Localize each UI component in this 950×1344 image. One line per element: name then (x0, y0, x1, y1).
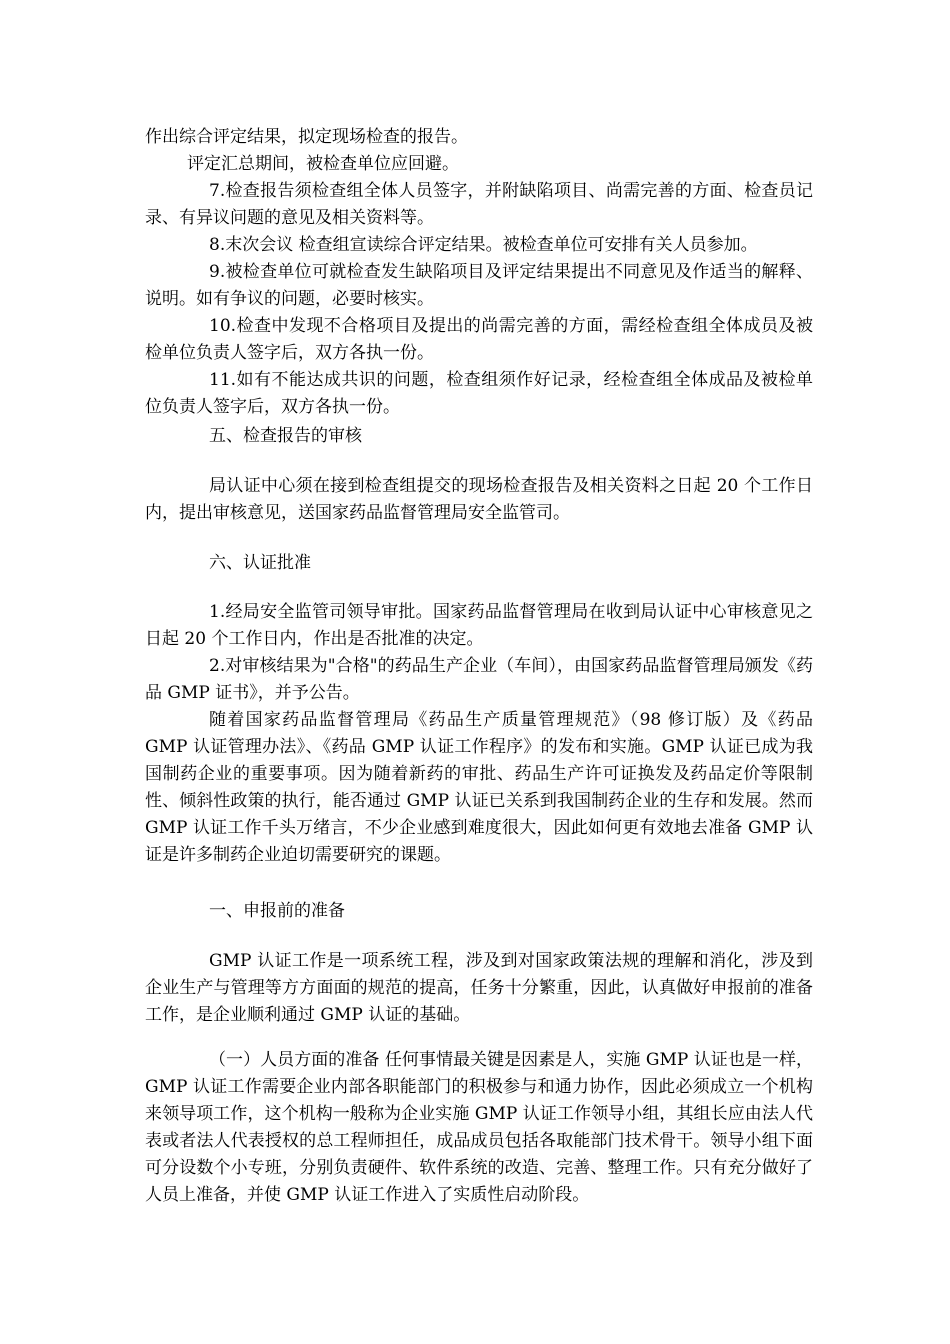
paragraph: 9.被检查单位可就检查发生缺陷项目及评定结果提出不同意见及作适当的解释、说明。如有争议的问题，必要时核实。 (145, 262, 813, 309)
paragraph: 1.经局安全监管司领导审批。国家药品监督管理局在收到局认证中心审核意见之日起 20 个工作日内，作出是否批准的决定。 (145, 602, 813, 649)
inspection-procedure-block (145, 124, 813, 421)
paragraph: （一）人员方面的准备 任何事情最关键是因素是人，实施 GMP 认证也是一样，GMP 认证工作需要企业内部各职能部门的积极参与和通力协作，因此必须成立一个机构来领导项工作，这个机构一般称为企业实施 GMP 认证工作领导小组，其组长应由法人代表或者法人代表授权的总工程师担任，成品成员包括各取能部门技术骨干。领导小组下面可分设数个小专班，分别负责硬件、软件系统的改造、完善、整理工作。只有充分做好了人员上准备，并使 GMP 认证工作进入了实质性启动阶段。 (145, 1050, 813, 1205)
paragraph: 2.对审核结果为"合格"的药品生产企业（车间），由国家药品监督管理局颁发《药品 GMP 证书》，并予公告。 (145, 656, 813, 703)
report-review-paragraph (145, 473, 813, 527)
preparation-paragraph (145, 948, 813, 1029)
paragraph: 作出综合评定结果，拟定现场检查的报告。 (145, 127, 468, 147)
section-heading-6 (145, 550, 813, 577)
certification-approval-block (145, 599, 813, 869)
paragraph: 局认证中心须在接到检查组提交的现场检查报告及相关资料之日起 20 个工作日内，提出审核意见，送国家药品监督管理局安全监管司。 (145, 476, 813, 523)
personnel-paragraph (145, 1047, 813, 1209)
section-heading: 六、认证批准 (209, 553, 311, 573)
paragraph: 评定汇总期间，被检查单位应回避。 (187, 154, 459, 174)
paragraph: 11.如有不能达成共识的问题，检查组须作好记录，经检查组全体成品及被检单位负责人签字后，双方各执一份。 (145, 370, 813, 417)
section-heading: 五、检查报告的审核 (209, 426, 362, 446)
paragraph: 8.末次会议 检查组宣读综合评定结果。被检查单位可安排有关人员参加。 (209, 235, 758, 255)
paragraph: 10.检查中发现不合格项目及提出的尚需完善的方面，需经检查组全体成员及被检单位负责人签字后，双方各执一份。 (145, 316, 813, 363)
section-heading-1 (145, 898, 813, 925)
section-heading: 一、申报前的准备 (209, 901, 345, 921)
paragraph: 随着国家药品监督管理局《药品生产质量管理规范》（98 修订版）及《药品 GMP 认证管理办法》、《药品 GMP 认证工作程序》的发布和实施。GMP 认证已成为我国制药企业的重要事项。因为随着新药的审批、药品生产许可证换发及药品定价等限制性、倾斜性政策的执行，能否通过 GMP 认证已关系到我国制药企业的生存和发展。然而 GMP 认证工作千头万绪言，不少企业感到难度很大，因此如何更有效地去准备 GMP 认证是许多制药企业迫切需要研究的课题。 (145, 710, 813, 865)
section-heading-5 (145, 423, 813, 450)
paragraph: 7.检查报告须检查组全体人员签字，并附缺陷项目、尚需完善的方面、检查员记录、有异议问题的意见及相关资料等。 (145, 181, 813, 228)
paragraph: GMP 认证工作是一项系统工程，涉及到对国家政策法规的理解和消化，涉及到企业生产与管理等方方面面的规范的提高，任务十分繁重，因此，认真做好申报前的准备工作，是企业顺利通过 GMP 认证的基础。 (145, 951, 813, 1025)
